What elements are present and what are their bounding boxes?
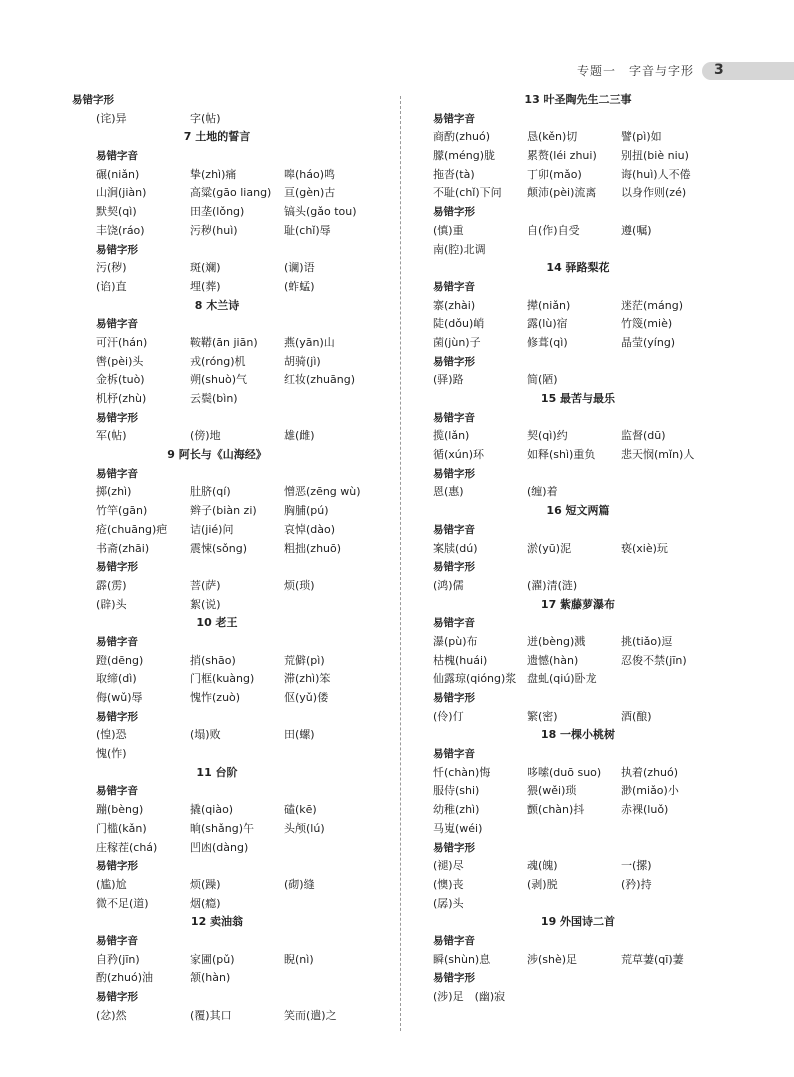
word-entry: (覆)其口	[190, 1008, 232, 1022]
word-entry: 霹(雳)	[96, 578, 127, 592]
category-label-row	[433, 558, 723, 577]
word-entry: (鸿)儒	[433, 578, 464, 592]
category-label: 易错字形	[433, 841, 475, 854]
section-title: 19 外国诗二首	[540, 915, 616, 929]
word-row	[72, 969, 362, 988]
word-entry: (矜)持	[621, 877, 652, 891]
word-entry: 庄稼茬(chá)	[96, 840, 158, 854]
word-entry: 门槛(kǎn)	[96, 821, 147, 835]
category-label: 易错字形	[96, 561, 138, 574]
word-entry: 默契(qì)	[96, 205, 137, 219]
word-entry: (蚱蜢)	[284, 279, 315, 293]
word-row	[72, 427, 362, 446]
word-entry: 凹凼(dàng)	[190, 840, 249, 854]
word-row	[72, 820, 362, 839]
category-label-row	[433, 278, 723, 297]
word-entry: (缠)着	[527, 485, 558, 499]
word-entry: 遵(嘱)	[621, 223, 652, 237]
page-header	[0, 56, 794, 84]
word-entry: 亵(xiè)玩	[621, 541, 668, 555]
word-row	[72, 726, 362, 745]
word-row	[72, 222, 362, 241]
word-entry: 烦(躁)	[190, 877, 221, 891]
word-entry: 竹竿(gān)	[96, 504, 148, 518]
word-entry: 魂(魄)	[527, 859, 558, 873]
word-entry: (驿)路	[433, 373, 464, 387]
word-row	[433, 782, 723, 801]
word-row	[72, 1007, 362, 1026]
word-entry: (慎)重	[433, 223, 464, 237]
word-entry: 愧(怍)	[96, 747, 127, 761]
word-entry: (谄)直	[96, 279, 127, 293]
word-entry: (褪)尽	[433, 859, 464, 873]
word-entry: 肚脐(qí)	[190, 485, 231, 499]
word-entry: 赤裸(luǒ)	[621, 803, 669, 817]
word-entry: 哆嗦(duō suo)	[527, 765, 602, 779]
category-label-row	[72, 241, 362, 260]
section-title: 11 台阶	[196, 765, 238, 779]
word-entry: 酒(酿)	[621, 709, 652, 723]
category-label: 易错字音	[96, 150, 138, 163]
category-label: 易错字形	[433, 561, 475, 574]
word-entry: 机杼(zhù)	[96, 392, 147, 405]
word-row	[72, 259, 362, 278]
word-entry: 撵(niǎn)	[527, 298, 571, 312]
word-row	[433, 222, 723, 241]
word-entry: 枯槐(huái)	[433, 653, 488, 667]
word-row	[72, 521, 362, 540]
word-row	[433, 427, 723, 446]
word-entry: 掷(zhì)	[96, 485, 132, 499]
word-row	[72, 745, 362, 764]
word-row	[433, 315, 723, 334]
word-row	[72, 801, 362, 820]
word-row	[72, 334, 362, 353]
word-entry: 伛(yǔ)偻	[284, 691, 329, 704]
word-entry: 斑(斓)	[190, 261, 221, 275]
category-label: 易错字音	[96, 635, 138, 648]
category-label-row	[433, 689, 723, 708]
category-label: 易错字音	[433, 112, 475, 125]
word-entry: 寨(zhài)	[433, 298, 476, 312]
word-row	[433, 371, 723, 390]
word-row	[433, 764, 723, 783]
word-entry: 自(作)自受	[527, 223, 580, 237]
word-row	[72, 110, 362, 129]
word-entry: 契(qì)约	[527, 429, 568, 443]
category-label-row	[72, 932, 362, 951]
word-entry: (尴)尬	[96, 877, 127, 891]
category-label: 易错字形	[433, 692, 475, 704]
word-entry: 仙露琼(qióng)浆	[433, 672, 517, 686]
word-entry: (涉)足 (幽)寂	[433, 990, 506, 1003]
word-entry: (辟)头	[96, 597, 127, 611]
category-label: 易错字音	[96, 934, 138, 947]
word-entry: 金柝(tuò)	[96, 373, 145, 387]
word-row	[72, 184, 362, 203]
word-entry: 盘虬(qiú)卧龙	[527, 672, 597, 686]
category-label-row	[433, 203, 723, 222]
word-entry: 燕(yān)山	[284, 335, 335, 349]
word-row	[433, 820, 723, 839]
word-row	[72, 371, 362, 390]
word-entry: 荒草萋(qī)萋	[621, 952, 684, 966]
word-entry: 微不足(道)	[96, 896, 149, 910]
word-entry: 案牍(dú)	[433, 541, 478, 555]
category-label: 易错字音	[96, 318, 138, 331]
word-entry: 滞(zhì)笨	[284, 672, 331, 686]
category-label-row	[72, 315, 362, 334]
word-entry: 田垄(lǒng)	[190, 205, 245, 219]
left-column	[72, 91, 362, 1025]
word-entry: 嗥(háo)鸣	[284, 167, 336, 181]
word-entry: 震悚(sǒng)	[190, 541, 247, 555]
word-entry: 猥(wěi)琐	[527, 784, 577, 798]
word-entry: 不耻(chǐ)下问	[433, 186, 502, 200]
word-entry: 商酌(zhuó)	[433, 130, 491, 144]
word-entry: 亘(gèn)古	[284, 186, 336, 200]
word-entry: (濯)清(涟)	[527, 578, 578, 592]
word-entry: 粗拙(zhuō)	[284, 541, 342, 555]
word-row	[72, 390, 362, 409]
category-label: 易错字形	[72, 94, 114, 106]
word-row	[72, 652, 362, 671]
word-entry: (塌)败	[190, 728, 221, 742]
word-entry: 迸(bèng)溅	[527, 634, 586, 648]
word-entry: 揽(lǎn)	[433, 429, 470, 443]
word-entry: 朔(shuò)气	[190, 373, 247, 387]
word-entry: 菌(jùn)子	[433, 335, 481, 349]
section-title: 9 阿长与《山海经》	[167, 448, 267, 462]
word-entry: 捎(shāo)	[190, 653, 236, 667]
section-title: 7 土地的誓言	[183, 130, 251, 144]
word-entry: 镐头(gǎo tou)	[284, 205, 357, 219]
word-entry: 丁卯(mǎo)	[527, 167, 582, 181]
word-entry: 颤(chàn)抖	[527, 803, 585, 817]
word-entry: 胸脯(pú)	[284, 504, 329, 518]
word-row	[72, 596, 362, 615]
word-entry: 竹篾(miè)	[621, 317, 673, 331]
word-entry: 磕(kē)	[284, 803, 317, 817]
word-entry: 门框(kuàng)	[190, 672, 255, 686]
word-row	[72, 278, 362, 297]
word-entry: 朦(méng)胧	[433, 149, 496, 163]
word-entry: 循(xún)环	[433, 448, 485, 462]
word-row	[72, 895, 362, 914]
word-row	[72, 577, 362, 596]
word-entry: 陡(dǒu)峭	[433, 317, 485, 331]
word-entry: 田(螺)	[284, 728, 315, 742]
section-title: 17 紫藤萝瀑布	[540, 597, 616, 611]
word-entry: 南(腔)北调	[433, 242, 486, 256]
category-label-row	[72, 558, 362, 577]
category-label: 易错字形	[433, 467, 475, 480]
word-entry: 污秽(huì)	[190, 223, 238, 237]
word-entry: 修葺(qì)	[527, 335, 568, 349]
word-entry: 疮(chuāng)疤	[96, 522, 168, 536]
category-label: 易错字形	[96, 860, 138, 873]
category-label: 易错字形	[96, 411, 138, 424]
word-entry: 恳(kěn)切	[527, 130, 578, 144]
category-label-row	[433, 409, 723, 428]
category-label: 易错字音	[433, 411, 475, 424]
word-entry: 埋(葬)	[190, 279, 221, 293]
word-row	[72, 353, 362, 372]
category-label: 易错字音	[96, 785, 138, 798]
category-label: 易错字形	[96, 243, 138, 256]
category-label: 易错字音	[433, 523, 475, 536]
word-entry: 执着(zhuó)	[621, 765, 679, 779]
word-row	[433, 895, 723, 914]
right-column	[433, 91, 723, 1007]
word-entry: 可汗(hán)	[96, 335, 148, 349]
word-entry: (惶)恐	[96, 728, 127, 742]
word-entry: 以身作则(zé)	[621, 186, 687, 200]
category-label-row	[433, 745, 723, 764]
category-label: 易错字音	[433, 934, 475, 947]
category-label-row	[72, 147, 362, 166]
word-entry: 雄(雌)	[284, 429, 315, 443]
word-entry: (砌)缝	[284, 877, 315, 891]
word-entry: 挚(zhì)痛	[190, 167, 237, 181]
word-entry: 一(摞)	[621, 859, 652, 873]
word-entry: 山涧(jiàn)	[96, 186, 147, 200]
chapter-title: 专题一 字音与字形	[576, 64, 694, 78]
word-row	[72, 166, 362, 185]
category-label-row	[433, 614, 723, 633]
column-divider	[400, 96, 401, 1031]
word-entry: 遗憾(hàn)	[527, 653, 579, 667]
word-row	[433, 540, 723, 559]
word-row	[433, 241, 723, 260]
word-entry: (忿)然	[96, 1008, 127, 1022]
word-entry: (诧)异	[96, 111, 127, 125]
word-row	[433, 951, 723, 970]
category-label: 易错字音	[433, 617, 475, 630]
word-entry: (剥)脱	[527, 877, 558, 891]
word-entry: 取缔(dì)	[96, 672, 137, 686]
word-entry: 丰饶(ráo)	[96, 223, 145, 237]
word-entry: 耻(chǐ)辱	[284, 223, 331, 237]
word-entry: 迷茫(máng)	[621, 298, 683, 312]
word-row	[433, 184, 723, 203]
section-title: 13 叶圣陶先生二三事	[524, 93, 632, 106]
word-row	[72, 203, 362, 222]
word-row	[72, 689, 362, 708]
category-label: 易错字形	[433, 206, 475, 219]
category-label: 易错字形	[433, 972, 475, 985]
word-entry: 荒僻(pì)	[284, 653, 325, 667]
word-row	[433, 483, 723, 502]
word-row	[72, 876, 362, 895]
word-entry: 累赘(léi zhui)	[527, 149, 597, 163]
word-entry: 瞬(shùn)息	[433, 952, 491, 966]
section-title: 12 卖油翁	[190, 915, 244, 929]
section-title: 14 驿路梨花	[546, 261, 610, 275]
category-label: 易错字形	[433, 355, 475, 368]
word-entry: 譬(pì)如	[621, 130, 662, 144]
page-number: 3	[714, 62, 724, 78]
word-entry: 忏(chàn)悔	[433, 765, 491, 779]
word-entry: 别扭(biè niu)	[621, 149, 689, 163]
category-label: 易错字音	[433, 748, 475, 761]
word-row	[433, 166, 723, 185]
word-row	[433, 857, 723, 876]
section-title: 10 老王	[196, 616, 238, 630]
word-entry: 云鬓(bìn)	[190, 392, 238, 405]
word-entry: 马嵬(wéi)	[433, 821, 483, 835]
category-label-row	[433, 969, 723, 988]
word-row	[433, 670, 723, 689]
word-row	[433, 801, 723, 820]
category-label: 易错字形	[96, 710, 138, 723]
word-row	[433, 633, 723, 652]
word-entry: 军(帖)	[96, 429, 127, 443]
word-row	[433, 446, 723, 465]
word-entry: 烦(琐)	[284, 578, 315, 592]
word-entry: (傍)地	[190, 429, 221, 443]
category-label-row	[72, 988, 362, 1007]
word-entry: 颠沛(pèi)流离	[527, 186, 597, 200]
word-entry: 头颅(lú)	[284, 821, 325, 835]
word-entry: 淤(yū)泥	[527, 541, 572, 555]
page-number-tab	[702, 62, 794, 80]
word-entry: 侮(wǔ)辱	[96, 691, 143, 704]
word-entry: 辫子(biàn zi)	[190, 504, 257, 518]
word-entry: 酌(zhuó)油	[96, 971, 154, 985]
word-entry: 繁(密)	[527, 709, 558, 723]
word-entry: 红妆(zhuāng)	[284, 373, 355, 387]
word-row	[433, 128, 723, 147]
word-entry: 颔(hàn)	[190, 971, 231, 985]
word-entry: 烟(瘾)	[190, 896, 221, 910]
category-label-row	[433, 353, 723, 372]
word-row	[433, 147, 723, 166]
word-entry: 笑而(遣)之	[284, 1008, 337, 1022]
word-entry: (伶)仃	[433, 709, 464, 723]
word-entry: 鞍鞯(ān jiān)	[190, 335, 258, 349]
word-entry: 戎(róng)机	[190, 354, 246, 368]
word-entry: 诘(jié)问	[190, 522, 234, 536]
category-label-row	[72, 91, 362, 110]
word-entry: (懊)丧	[433, 877, 464, 891]
word-entry: 胡骑(jì)	[284, 354, 321, 368]
category-label: 易错字音	[96, 467, 138, 480]
word-entry: 悲天悯(mǐn)人	[621, 448, 695, 462]
word-row	[433, 297, 723, 316]
category-label-row	[72, 465, 362, 484]
word-entry: 简(陋)	[527, 373, 558, 387]
word-entry: 自矜(jīn)	[96, 952, 140, 966]
word-row	[72, 839, 362, 858]
word-entry: 絮(说)	[190, 597, 221, 611]
section-title: 15 最苦与最乐	[540, 392, 616, 405]
category-label-row	[72, 633, 362, 652]
word-entry: 幼稚(zhì)	[433, 803, 480, 817]
word-entry: 挑(tiǎo)逗	[621, 634, 673, 648]
word-entry: 露(lù)宿	[527, 317, 568, 331]
word-entry: 蹦(bèng)	[96, 803, 144, 817]
word-entry: 如释(shì)重负	[527, 448, 596, 462]
word-entry: 蹬(dēng)	[96, 653, 144, 667]
word-entry: 愧怍(zuò)	[190, 691, 241, 704]
section-title: 18 一棵小桃树	[540, 728, 616, 742]
word-row	[433, 652, 723, 671]
word-row	[72, 483, 362, 502]
word-entry: 监督(dū)	[621, 429, 666, 443]
word-entry: 睨(nì)	[284, 952, 314, 966]
word-entry: 家圃(pǔ)	[190, 952, 235, 966]
word-entry: 瀑(pù)布	[433, 634, 478, 648]
word-row	[433, 708, 723, 727]
word-row	[433, 876, 723, 895]
word-entry: 渺(miǎo)小	[621, 784, 679, 798]
category-label-row	[72, 409, 362, 428]
category-label-row	[433, 465, 723, 484]
word-entry: 服侍(shi)	[433, 784, 480, 798]
category-label: 易错字音	[433, 280, 475, 293]
word-row	[72, 670, 362, 689]
word-entry: 晌(shǎng)午	[190, 821, 254, 835]
word-entry: 字(帖)	[190, 111, 221, 125]
word-row	[72, 951, 362, 970]
category-label-row	[72, 857, 362, 876]
word-entry: 哀悼(dào)	[284, 522, 336, 536]
category-label-row	[72, 708, 362, 727]
word-row	[433, 988, 723, 1007]
word-entry: 晶莹(yíng)	[621, 335, 676, 349]
word-entry: 撬(qiào)	[190, 803, 234, 817]
word-row	[72, 540, 362, 559]
word-entry: 污(秽)	[96, 261, 127, 275]
word-entry: (谰)语	[284, 261, 315, 275]
word-entry: 书斋(zhāi)	[96, 541, 150, 555]
category-label-row	[433, 839, 723, 858]
category-label-row	[433, 521, 723, 540]
word-entry: 辔(pèi)头	[96, 354, 144, 368]
word-entry: 诲(huì)人不倦	[621, 167, 691, 181]
word-entry: 高粱(gāo liang)	[190, 186, 272, 200]
word-entry: 拖沓(tà)	[433, 167, 475, 181]
word-entry: 菩(萨)	[190, 578, 221, 592]
section-title: 8 木兰诗	[194, 298, 240, 312]
word-entry: 憎恶(zēng wù)	[284, 485, 361, 499]
category-label-row	[433, 932, 723, 951]
word-entry: 恩(惠)	[433, 485, 464, 499]
category-label-row	[72, 782, 362, 801]
category-label: 易错字形	[96, 991, 138, 1003]
word-row	[433, 577, 723, 596]
word-entry: 忍俊不禁(jīn)	[621, 653, 687, 667]
word-entry: (孱)头	[433, 896, 464, 910]
section-title: 16 短文两篇	[546, 504, 610, 518]
category-label-row	[433, 110, 723, 129]
word-row	[433, 334, 723, 353]
word-entry: 碾(niǎn)	[96, 167, 140, 181]
word-row	[72, 502, 362, 521]
word-entry: 涉(shè)足	[527, 952, 578, 966]
